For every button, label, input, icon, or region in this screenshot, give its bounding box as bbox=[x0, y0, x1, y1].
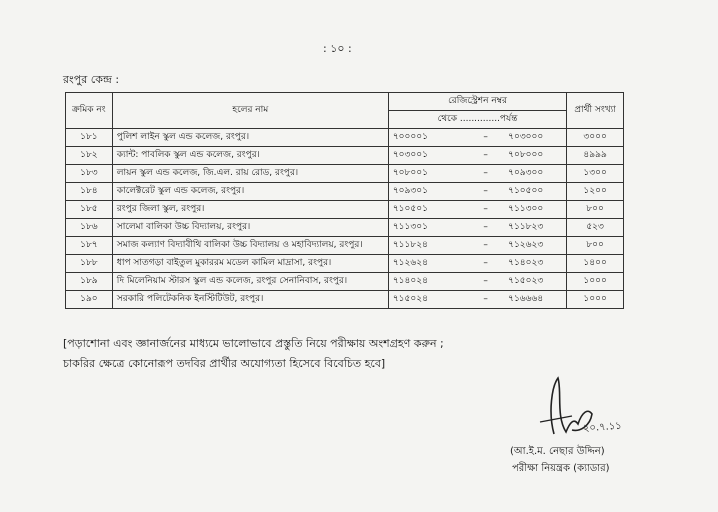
row-reg-to: ৭১৫০২৩ bbox=[504, 273, 567, 291]
row-hall-name: কালেক্টরেট স্কুল এন্ড কলেজ, রংপুর। bbox=[112, 183, 388, 201]
row-reg-to: ৭১০৫০০ bbox=[504, 183, 567, 201]
row-reg-to: ৭১৪০২৩ bbox=[504, 255, 567, 273]
row-candidate-count: ৪৯৯৯ bbox=[567, 147, 624, 165]
row-serial: ১৮৯ bbox=[66, 273, 113, 291]
signature-date: ২০.৭.১১ bbox=[582, 420, 623, 435]
row-serial: ১৯০ bbox=[66, 291, 113, 309]
row-reg-dash: – bbox=[467, 165, 504, 183]
table-body bbox=[66, 129, 624, 309]
row-candidate-count: ৮০০ bbox=[567, 237, 624, 255]
table-row bbox=[66, 273, 624, 291]
row-candidate-count: ৩০০০ bbox=[567, 129, 624, 147]
row-reg-dash: – bbox=[467, 201, 504, 219]
row-reg-to: ৭১২৬২৩ bbox=[504, 237, 567, 255]
center-title: রংপুর কেন্দ্র : bbox=[63, 73, 120, 86]
row-reg-to: ৭০৯৩০০ bbox=[504, 165, 567, 183]
row-reg-to: ৭০৩০০০ bbox=[504, 129, 567, 147]
row-hall-name: সমাজ কল্যাণ বিদ্যাবীথি বালিকা উচ্চ বিদ্যালয় ও মহাবিদ্যালয়, রংপুর। bbox=[112, 237, 388, 255]
table-row bbox=[66, 291, 624, 309]
header-from-to: থেকে ..............পর্যন্ত bbox=[388, 111, 566, 129]
row-serial: ১৮৬ bbox=[66, 219, 113, 237]
row-candidate-count: ১০০০ bbox=[567, 273, 624, 291]
notice bbox=[63, 334, 444, 374]
row-reg-to: ৭০৮০০০ bbox=[504, 147, 567, 165]
row-hall-name: পুলিশ লাইন স্কুল এন্ড কলেজ, রংপুর। bbox=[112, 129, 388, 147]
header-candidates: প্রার্থী সংখ্যা bbox=[567, 93, 624, 129]
row-reg-dash: – bbox=[467, 129, 504, 147]
row-candidate-count: ১২০০ bbox=[567, 183, 624, 201]
table-row bbox=[66, 219, 624, 237]
notice-line-2: চাকরির ক্ষেত্রে কোনোরূপ তদবির প্রার্থীর অযোগ্যতা হিসেবে বিবেচিত হবে] bbox=[63, 357, 386, 370]
row-hall-name: সরকারি পলিটেকনিক ইনস্টিটিউট, রংপুর। bbox=[112, 291, 388, 309]
row-reg-from: ৭১৫০২৪ bbox=[388, 291, 467, 309]
row-reg-to: ৭১১৮২৩ bbox=[504, 219, 567, 237]
table-row bbox=[66, 201, 624, 219]
row-serial: ১৮২ bbox=[66, 147, 113, 165]
row-reg-from: ৭০৮০০১ bbox=[388, 165, 467, 183]
table-row bbox=[66, 255, 624, 273]
table-row bbox=[66, 129, 624, 147]
row-reg-dash: – bbox=[467, 291, 504, 309]
row-reg-dash: – bbox=[467, 219, 504, 237]
row-reg-from: ৭০৯৩০১ bbox=[388, 183, 467, 201]
row-candidate-count: ১৪০০ bbox=[567, 255, 624, 273]
header-registration: রেজিস্ট্রেশন নম্বর bbox=[388, 93, 566, 111]
row-serial: ১৮৪ bbox=[66, 183, 113, 201]
row-serial: ১৮১ bbox=[66, 129, 113, 147]
row-hall-name: লায়ন স্কুল এন্ড কলেজ, জি.এল. রায় রোড, রংপুর। bbox=[112, 165, 388, 183]
row-candidate-count: ১৩০০ bbox=[567, 165, 624, 183]
row-reg-from: ৭১১৩০১ bbox=[388, 219, 467, 237]
row-hall-name: ধাপ সাতগড়া বাইতুল মুকাররম মডেল কামিল মাদ্রাসা, রংপুর। bbox=[112, 255, 388, 273]
row-reg-dash: – bbox=[467, 255, 504, 273]
row-candidate-count: ৮০০ bbox=[567, 201, 624, 219]
officer-title: পরীক্ষা নিয়ন্ত্রক (ক্যাডার) bbox=[512, 463, 610, 474]
row-hall-name: রংপুর জিলা স্কুল, রংপুর। bbox=[112, 201, 388, 219]
row-reg-from: ৭১১৮২৪ bbox=[388, 237, 467, 255]
header-serial: ক্রমিক নং bbox=[66, 93, 113, 129]
row-reg-from: ৭০০০০১ bbox=[388, 129, 467, 147]
row-serial: ১৮৮ bbox=[66, 255, 113, 273]
row-reg-from: ৭১৪০২৪ bbox=[388, 273, 467, 291]
table-row bbox=[66, 147, 624, 165]
row-candidate-count: ৫২৩ bbox=[567, 219, 624, 237]
row-serial: ১৮৭ bbox=[66, 237, 113, 255]
row-serial: ১৮৫ bbox=[66, 201, 113, 219]
row-reg-dash: – bbox=[467, 237, 504, 255]
row-reg-to: ৭১৬৬৬৪ bbox=[504, 291, 567, 309]
row-hall-name: দি মিলেনিয়াম স্টারস স্কুল এন্ড কলেজ, রংপুর সেনানিবাস, রংপুর। bbox=[112, 273, 388, 291]
row-hall-name: সালেমা বালিকা উচ্চ বিদ্যালয়, রংপুর। bbox=[112, 219, 388, 237]
row-reg-to: ৭১১৩০০ bbox=[504, 201, 567, 219]
row-reg-dash: – bbox=[467, 273, 504, 291]
row-candidate-count: ১০০০ bbox=[567, 291, 624, 309]
exam-hall-table bbox=[65, 92, 624, 309]
row-serial: ১৮৩ bbox=[66, 165, 113, 183]
row-reg-from: ৭০৩০০১ bbox=[388, 147, 467, 165]
table-row bbox=[66, 237, 624, 255]
row-reg-from: ৭১২৬২৪ bbox=[388, 255, 467, 273]
officer-name: (আ.ই.ম. নেছার উদ্দিন) bbox=[510, 446, 605, 457]
row-hall-name: ক্যান্ট: পাবলিক স্কুল এন্ড কলেজ, রংপুর। bbox=[112, 147, 388, 165]
row-reg-from: ৭১০৫০১ bbox=[388, 201, 467, 219]
row-reg-dash: – bbox=[467, 183, 504, 201]
page-number: : ১০ : bbox=[323, 42, 352, 55]
notice-line-1: [পড়াশোনা এবং জ্ঞানার্জনের মাধ্যমে ভালোভাবে প্রস্তুতি নিয়ে পরীক্ষায় অংশগ্রহণ করুন ; bbox=[63, 337, 444, 350]
row-reg-dash: – bbox=[467, 147, 504, 165]
table-row bbox=[66, 165, 624, 183]
header-hall-name: হলের নাম bbox=[112, 93, 388, 129]
table-row bbox=[66, 183, 624, 201]
